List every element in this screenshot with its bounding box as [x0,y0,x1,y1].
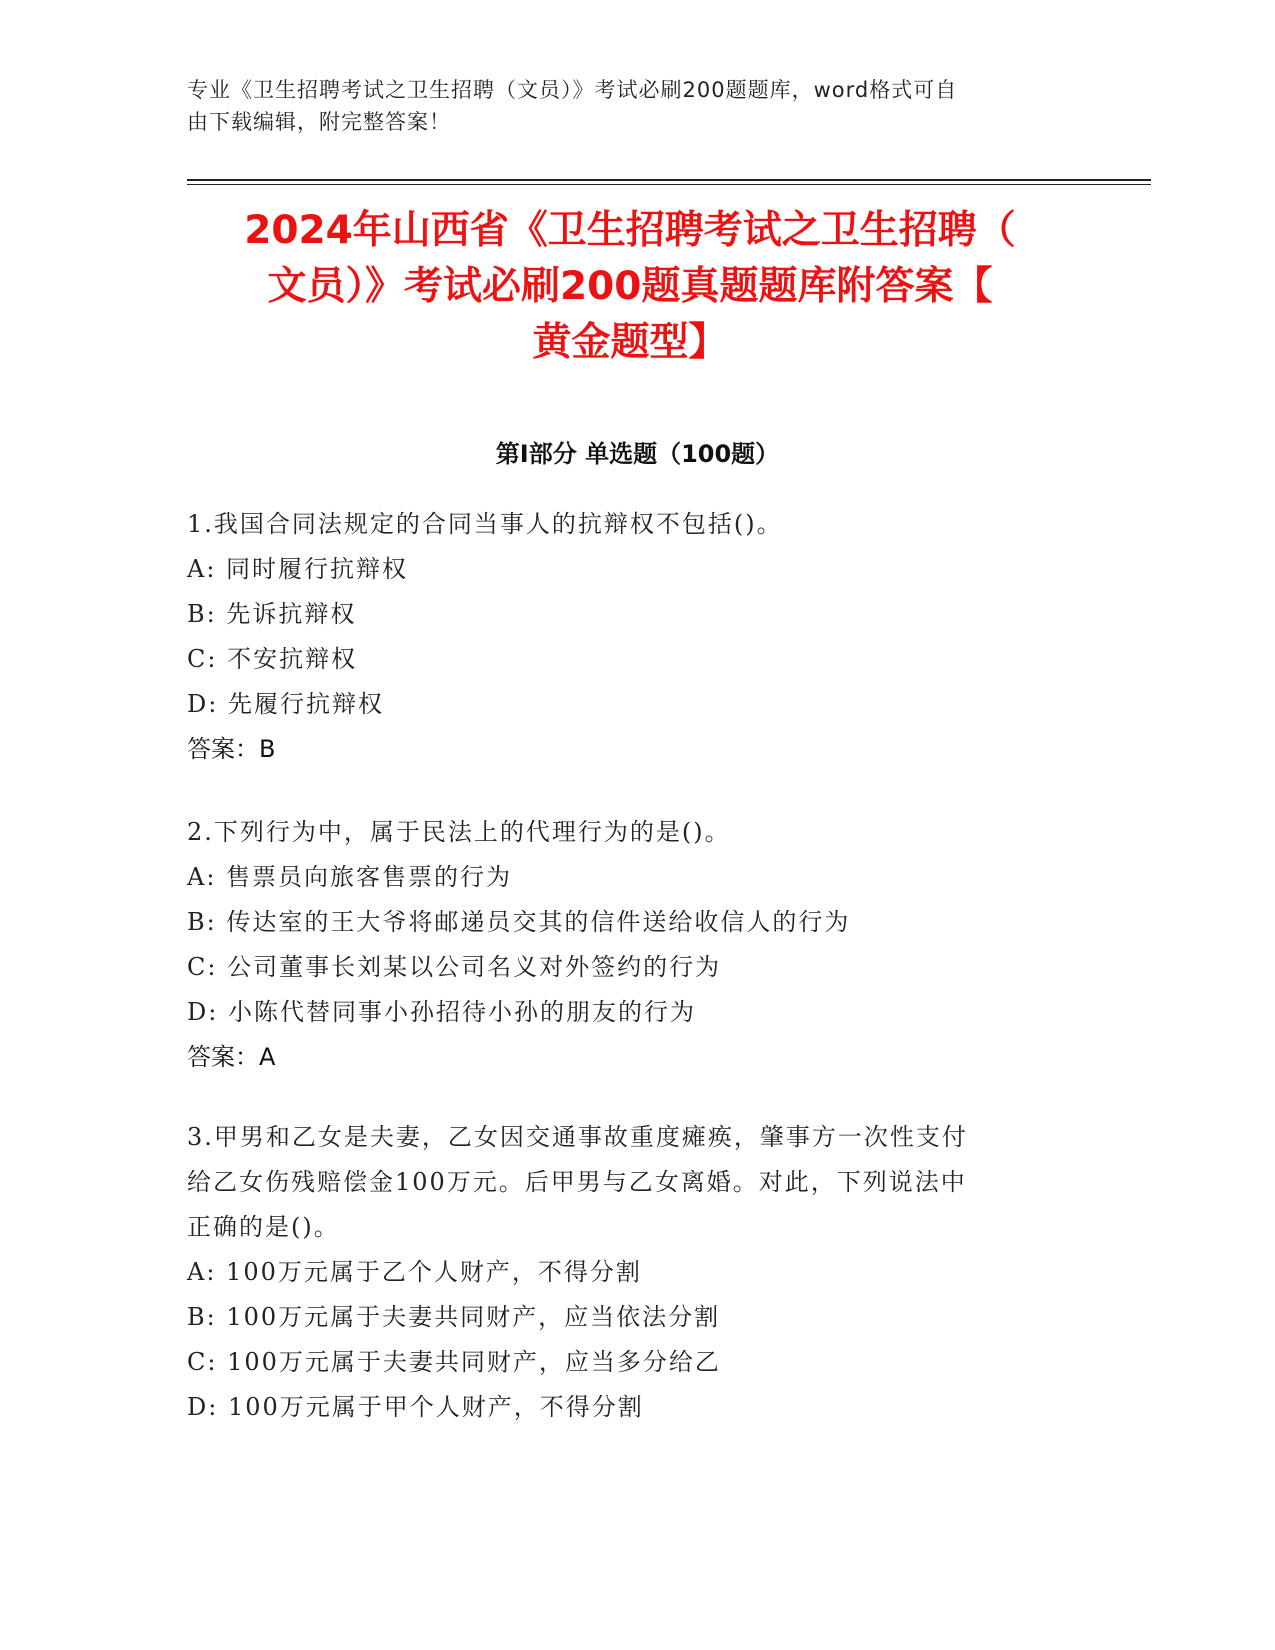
header-note-line: 专业《卫生招聘考试之卫生招聘（文员）》考试必刷200题题库，word格式可自 [187,78,958,102]
header-note-line: 由下载编辑，附完整答案！ [187,110,451,134]
option-b: B: 先诉抗辩权 [187,600,357,628]
answer: 答案：B [187,735,276,763]
option-c: C: 不安抗辩权 [187,645,358,673]
header-note [187,74,1067,138]
question-3 [187,1115,1067,1430]
question-1 [187,502,1067,772]
title-line: 2024年山西省《卫生招聘考试之卫生招聘（ [244,208,1016,253]
header-divider [187,179,1151,181]
question-2 [187,810,1067,1080]
title-line: 文员）》考试必刷200题真题题库附答案【 [267,264,993,309]
question-stem: 2.下列行为中，属于民法上的代理行为的是()。 [187,818,731,846]
option-d: D: 小陈代替同事小孙招待小孙的朋友的行为 [187,998,696,1026]
document-title [160,203,1100,371]
option-a: A: 同时履行抗辩权 [187,555,409,583]
option-c: C: 100万元属于夫妻共同财产，应当多分给乙 [187,1348,721,1376]
option-a: A: 100万元属于乙个人财产，不得分割 [187,1258,642,1286]
question-stem-line: 3.甲男和乙女是夫妻，乙女因交通事故重度瘫痪，肇事方一次性支付 [187,1123,968,1151]
answer: 答案：A [187,1043,276,1071]
option-c: C: 公司董事长刘某以公司名义对外签约的行为 [187,953,722,981]
question-stem-line: 给乙女伤残赔偿金100万元。后甲男与乙女离婚。对此，下列说法中 [187,1168,967,1196]
option-d: D: 100万元属于甲个人财产，不得分割 [187,1393,644,1421]
header-divider-thin [187,184,1151,185]
title-line: 黄金题型】 [532,320,728,365]
question-stem: 1.我国合同法规定的合同当事人的抗辩权不包括()。 [187,510,783,538]
option-b: B: 传达室的王大爷将邮递员交其的信件送给收信人的行为 [187,908,851,936]
option-d: D: 先履行抗辩权 [187,690,384,718]
section-title: 第Ⅰ部分 单选题（100题） [495,440,780,468]
question-stem-line: 正确的是()。 [187,1213,340,1241]
option-b: B: 100万元属于夫妻共同财产，应当依法分割 [187,1303,721,1331]
option-a: A: 售票员向旅客售票的行为 [187,863,513,891]
